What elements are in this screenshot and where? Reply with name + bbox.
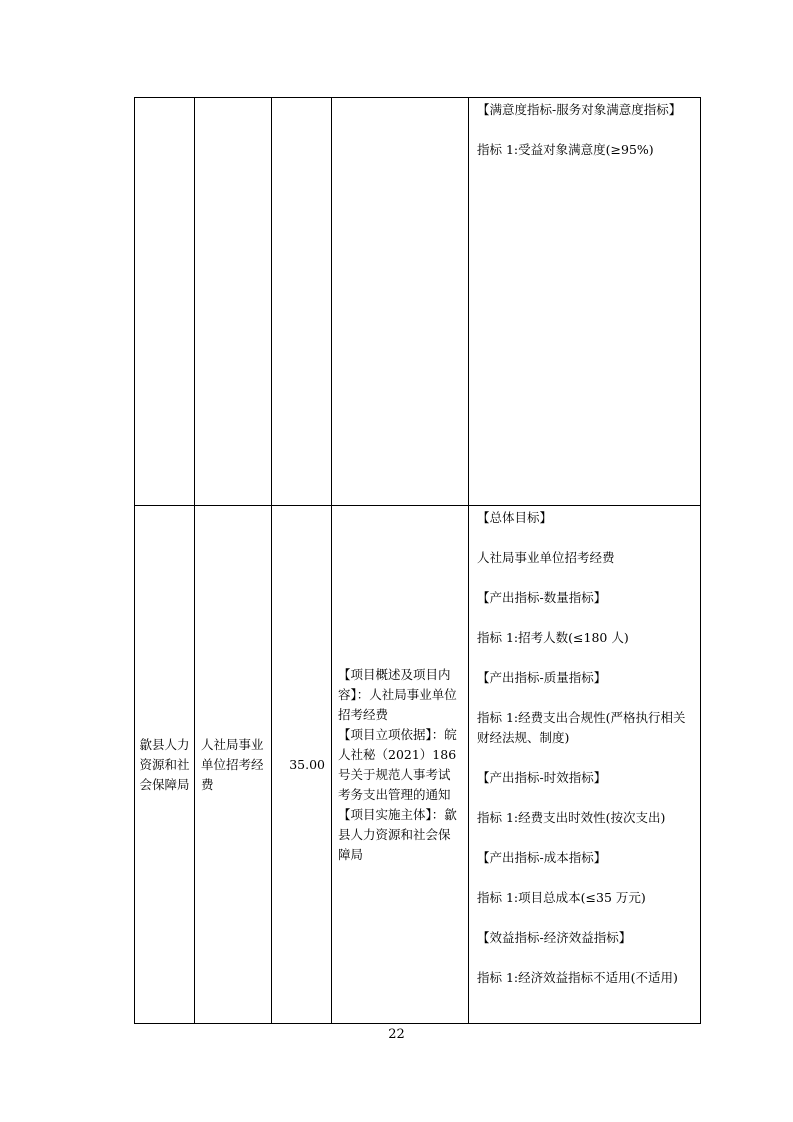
indicator-line: 【总体目标】 xyxy=(477,510,553,525)
project-name: 人社局事业单位招考经费 xyxy=(201,736,264,792)
indicator-line: 指标 1:项目总成本(≤35 万元) xyxy=(477,890,646,905)
indicator-line: 【产出指标-成本指标】 xyxy=(477,850,607,865)
indicator-line: 【产出指标-质量指标】 xyxy=(477,670,607,685)
indicator-line: 指标 1:经费支出合规性(严格执行相关财经法规、制度) xyxy=(477,710,686,745)
table-row xyxy=(135,506,701,1024)
page-number: 22 xyxy=(388,1027,405,1042)
budget-project-table xyxy=(134,97,701,1024)
amount-cell xyxy=(272,506,332,1024)
table-row xyxy=(135,98,701,506)
project-name-cell xyxy=(195,506,272,1024)
department-cell xyxy=(135,98,195,506)
indicator-line: 【满意度指标-服务对象满意度指标】 xyxy=(477,102,682,117)
amount-cell xyxy=(272,98,332,506)
amount-value: 35.00 xyxy=(289,756,325,772)
indicator-line: 指标 1:经费支出时效性(按次支出) xyxy=(477,810,666,825)
description-cell xyxy=(332,506,469,1024)
department-cell xyxy=(135,506,195,1024)
description-cell xyxy=(332,98,469,506)
indicators-cell xyxy=(469,506,701,1024)
department-name: 歙县人力资源和社会保障局 xyxy=(139,736,190,792)
indicator-line: 【产出指标-数量指标】 xyxy=(477,590,607,605)
description-line: 【项目概述及项目内容】：人社局事业单位招考经费 xyxy=(338,666,457,722)
indicator-line: 人社局事业单位招考经费 xyxy=(477,550,615,565)
description-line: 【项目实施主体】：歙县人力资源和社会保障局 xyxy=(338,806,457,862)
indicator-line: 指标 1:受益对象满意度(≥95%) xyxy=(477,142,654,157)
project-name-cell xyxy=(195,98,272,506)
indicators-cell xyxy=(469,98,701,506)
indicator-line: 指标 1:经济效益指标不适用(不适用) xyxy=(477,970,678,985)
indicator-line: 【效益指标-经济效益指标】 xyxy=(477,930,632,945)
indicator-line: 【产出指标-时效指标】 xyxy=(477,770,607,785)
indicator-line: 指标 1:招考人数(≤180 人) xyxy=(477,630,629,645)
description-line: 【项目立项依据】：皖人社秘（2021）186 号关于规范人事考试考务支出管理的通知 xyxy=(338,726,457,802)
